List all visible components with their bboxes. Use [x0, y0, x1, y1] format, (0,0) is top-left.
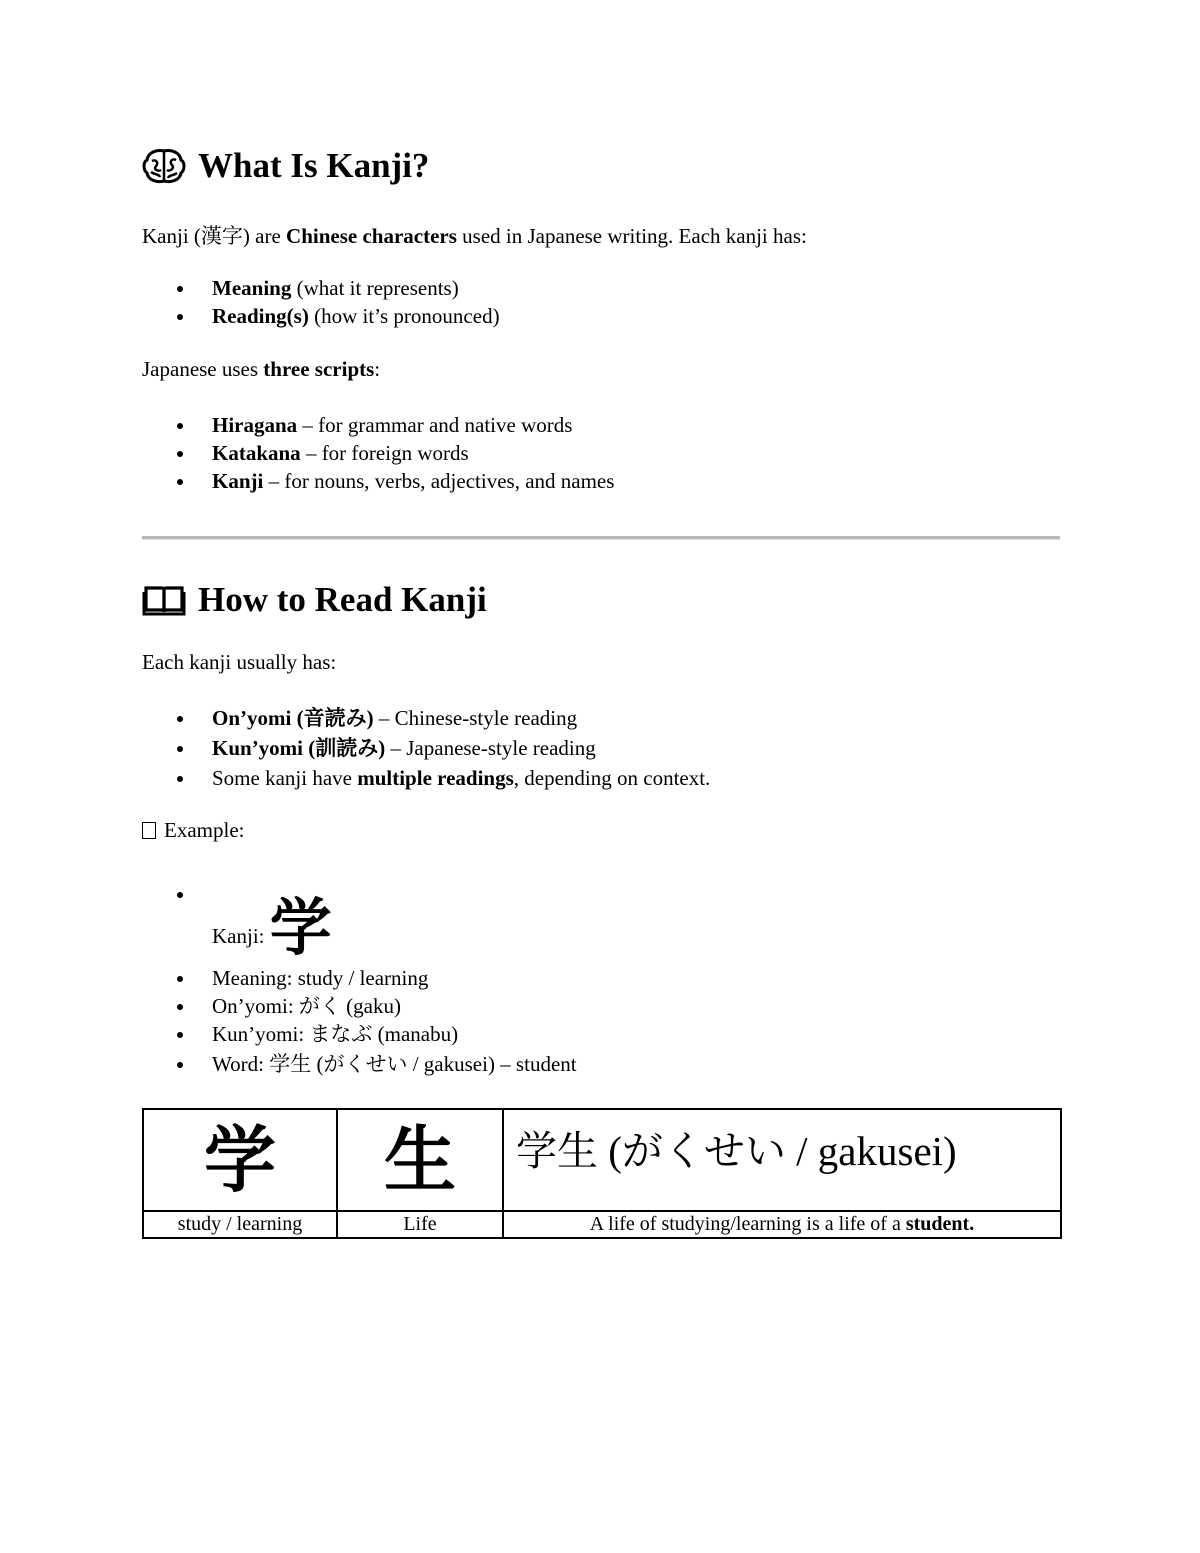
table-cell-kanji-2: 生: [337, 1109, 503, 1211]
text-fragment: ) are: [242, 224, 287, 248]
placeholder-glyph-icon: [142, 822, 156, 839]
heading-text: How to Read Kanji: [198, 580, 487, 619]
table-cell-kanji-1: 学: [143, 1109, 337, 1211]
bold-text: Chinese characters: [286, 224, 457, 248]
open-book-icon: [142, 582, 186, 618]
bold-text: three scripts: [263, 357, 375, 381]
scripts-list: [142, 411, 614, 495]
table-cell-sentence: [503, 1211, 1061, 1238]
kanji-attributes-list: [142, 274, 500, 330]
example-list: [142, 880, 577, 1078]
heading-text: What Is Kanji?: [198, 146, 430, 185]
text-fragment: :: [374, 357, 381, 381]
bold-text: multiple readings: [357, 766, 514, 790]
bold-text: Kanji: [212, 469, 264, 493]
list-item: [142, 704, 710, 734]
table-row: [143, 1109, 1061, 1211]
table-row: [143, 1211, 1061, 1238]
kanji-intro-paragraph: [142, 220, 807, 250]
example-label: [142, 818, 244, 843]
list-item: [142, 764, 710, 794]
kanji-word: 漢字: [200, 224, 243, 248]
list-item: [142, 467, 614, 495]
text-fragment: – for nouns, verbs, adjectives, and names: [263, 469, 615, 493]
list-item: [142, 274, 500, 302]
section-heading-how-to-read: [142, 580, 487, 620]
bold-text: Meaning: [212, 276, 292, 300]
table-cell-word: 学生 (がくせい / gakusei): [503, 1109, 1061, 1211]
text-fragment: Some kanji have: [212, 766, 358, 790]
horizontal-divider: [142, 536, 1060, 540]
text-fragment: (how it’s pronounced): [308, 304, 500, 328]
table-cell-meaning-2: Life: [337, 1211, 503, 1238]
text-fragment: (what it represents): [291, 276, 459, 300]
bold-text: Katakana: [212, 441, 301, 465]
scripts-intro-paragraph: [142, 357, 380, 382]
list-item: [142, 302, 500, 330]
text-fragment: Example:: [164, 818, 245, 842]
bold-text: Kun’yomi (訓読み): [212, 736, 386, 760]
list-item: Kun’yomi: まなぶ (manabu): [142, 1020, 577, 1050]
text-fragment: – for grammar and native words: [297, 413, 573, 437]
text-fragment: A life of studying/learning is a life of a: [589, 1213, 906, 1235]
list-item: [142, 734, 710, 764]
list-item: On’yomi: がく (gaku): [142, 992, 577, 1020]
list-item: Meaning: study / learning: [142, 964, 577, 992]
text-fragment: Japanese uses: [142, 357, 264, 381]
list-item: [142, 439, 614, 467]
text-fragment: , depending on context.: [513, 766, 711, 790]
text-fragment: used in Japanese writing. Each kanji has:: [456, 224, 807, 248]
text-fragment: Kanji:: [212, 924, 270, 948]
list-item: Word: 学生 (がくせい / gakusei) – student: [142, 1050, 577, 1078]
example-kanji: 学: [269, 891, 332, 964]
bold-text: Reading(s): [212, 304, 309, 328]
text-fragment: – Japanese-style reading: [385, 736, 596, 760]
bold-text: Hiragana: [212, 413, 298, 437]
table-cell-meaning-1: study / learning: [143, 1211, 337, 1238]
list-item-kanji: [142, 880, 577, 964]
bold-text: student.: [905, 1213, 975, 1235]
readings-list: [142, 704, 710, 794]
text-fragment: Kanji (: [142, 224, 201, 248]
section-heading-what-is-kanji: [142, 146, 429, 186]
text-fragment: – Chinese-style reading: [373, 706, 578, 730]
list-item: [142, 411, 614, 439]
bold-text: On’yomi (音読み): [212, 706, 374, 730]
brain-icon: [142, 148, 186, 184]
text-fragment: – for foreign words: [300, 441, 469, 465]
readings-intro-paragraph: Each kanji usually has:: [142, 650, 337, 674]
kanji-table: [142, 1108, 1062, 1239]
